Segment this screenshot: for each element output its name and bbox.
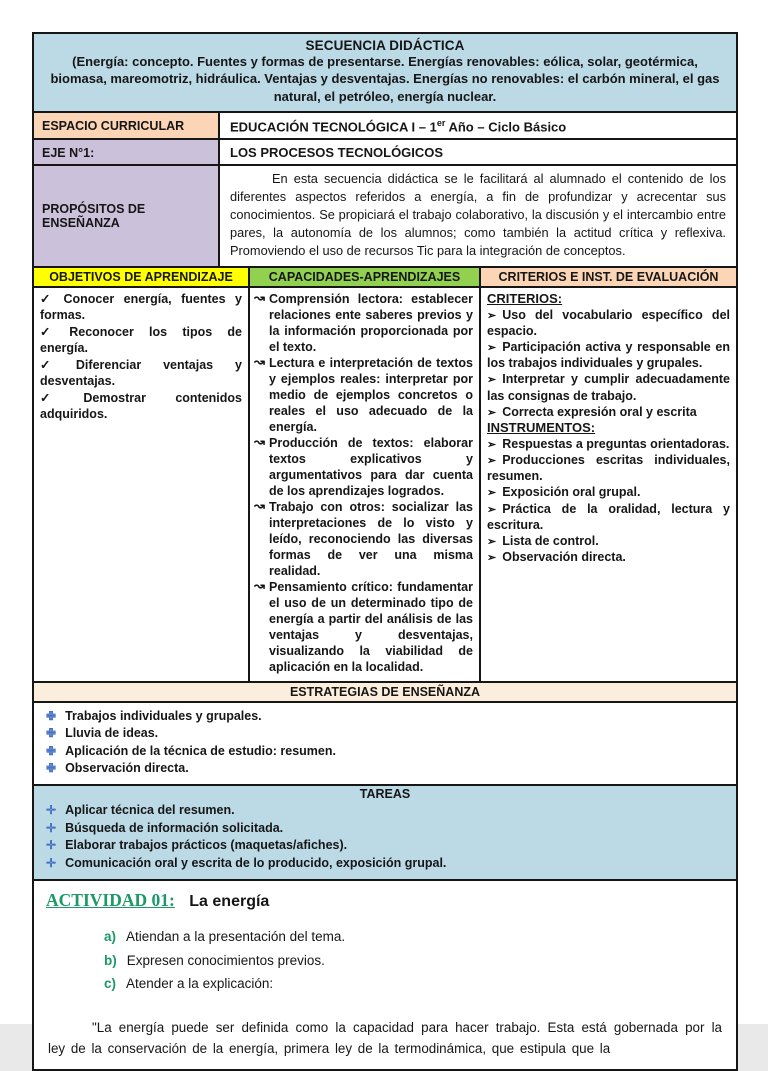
step-text: Atender a la explicación: [126, 975, 274, 991]
scribble-arrow-icon: ↝ [254, 577, 265, 593]
arrowhead-icon: ➢ [487, 535, 497, 548]
arrowhead-icon: ➢ [487, 439, 497, 452]
arrowhead-icon: ➢ [487, 310, 497, 323]
criterios-heading: CRITERIOS: [487, 290, 563, 306]
list-item [487, 452, 730, 484]
actividad-title-row [46, 890, 724, 911]
list-item [487, 501, 730, 533]
eje-label: EJE N°1: [34, 140, 220, 164]
list-item [42, 743, 728, 760]
actividad-title: La energía [189, 893, 270, 911]
tareas-section [34, 786, 736, 881]
list-item [40, 390, 242, 422]
energy-definition-quote: "La energía puede ser definida como la capacidad para hacer trabajo. Esta está gobernada por la ley de la conservación de la energía, primera ley de la termodinámica, que estipula que la [48, 1020, 722, 1057]
didactic-sequence-table [32, 32, 738, 1071]
document-header [34, 34, 736, 113]
capacidad-text: fundamentar el uso de un determinado tipo de energía a partir del análisis de las ventajas y desventajas, visualizando la viabilidad de aplicación en la localidad. [269, 579, 473, 674]
step-letter: b) [104, 952, 117, 968]
tareas-header: TAREAS [359, 787, 411, 802]
tarea-text: Elaborar trabajos prácticos (maquetas/afiches). [65, 838, 348, 853]
cross-bullet-icon: ✛ [46, 855, 57, 870]
list-item [42, 855, 728, 872]
criterio-text: Participación activa y responsable en los trabajos individuales y grupales. [487, 340, 730, 371]
instrumento-text: Observación directa. [502, 549, 626, 564]
cross-bullet-icon: ✛ [46, 803, 57, 818]
check-icon: ✓ [40, 324, 63, 339]
list-item [256, 499, 473, 579]
list-item [256, 291, 473, 355]
columns-content-row [34, 288, 736, 683]
arrowhead-icon: ➢ [487, 342, 497, 355]
list-item [42, 820, 728, 837]
cross-bullet-icon: ✛ [46, 838, 57, 853]
list-item [40, 291, 242, 323]
list-item [256, 579, 473, 675]
criterio-text: Interpretar y cumplir adecuadamente las consignas de trabajo. [487, 372, 730, 403]
list-item [487, 484, 730, 500]
scribble-arrow-icon: ↝ [254, 289, 265, 305]
step-letter: a) [104, 929, 117, 945]
estrategia-text: Trabajos individuales y grupales. [65, 708, 262, 723]
value-text: EDUCACIÓN TECNOLÓGICA I – 1 [230, 119, 437, 135]
cross-bullet-icon: ✙ [46, 761, 57, 776]
estrategias-header: ESTRATEGIAS DE ENSEÑANZA [34, 683, 736, 703]
table-row [34, 113, 736, 140]
page-subtitle: (Energía: concepto. Fuentes y formas de presentarse. Energías renovables: eólica, solar, geotérmica, biomasa, mareomotriz, hidráulica. Ventajas y desventajas. Energías no renovables: el carbón mineral, el gas natural, el petróleo, energía nuclear. [50, 54, 720, 104]
capacidad-label: Producción de textos: [269, 435, 414, 450]
list-item [42, 760, 728, 777]
scribble-arrow-icon: ↝ [254, 433, 265, 449]
capacidades-column [250, 288, 481, 681]
list-item [487, 371, 730, 403]
list-item [487, 436, 730, 452]
table-row [34, 140, 736, 166]
ordinal-superscript: er [436, 117, 446, 128]
cross-bullet-icon: ✙ [46, 726, 57, 741]
column-header-criterios: CRITERIOS E INST. DE EVALUACIÓN [481, 268, 736, 286]
objetivo-text: Demostrar contenidos adquiridos. [40, 390, 242, 421]
check-icon: ✓ [40, 390, 77, 405]
arrowhead-icon: ➢ [487, 374, 497, 387]
capacidad-label: Trabajo con otros: [269, 499, 385, 514]
list-item [487, 549, 730, 565]
cross-bullet-icon: ✛ [46, 820, 57, 835]
criterios-column [481, 288, 736, 681]
estrategias-list [34, 703, 736, 786]
instrumento-text: Respuestas a preguntas orientadoras. [502, 437, 730, 452]
arrowhead-icon: ➢ [487, 455, 497, 468]
table-row [34, 166, 736, 268]
estrategia-text: Observación directa. [65, 761, 189, 776]
list-item [487, 307, 730, 339]
objetivo-text: Diferenciar ventajas y desventajas. [40, 357, 242, 388]
list-item [487, 339, 730, 371]
list-item [256, 435, 473, 499]
cross-bullet-icon: ✙ [46, 743, 57, 758]
list-item [40, 324, 242, 356]
actividad-label: ACTIVIDAD 01: [46, 890, 175, 911]
espacio-curricular-value [220, 113, 736, 138]
actividad-steps [104, 925, 724, 995]
check-icon: ✓ [40, 357, 69, 372]
capacidad-text: elaborar textos explicativos y argumentativos para dar cuenta de los aprendizajes logrados. [269, 435, 473, 498]
arrowhead-icon: ➢ [487, 551, 497, 564]
list-item [256, 355, 473, 435]
estrategia-text: Aplicación de la técnica de estudio: resumen. [65, 743, 336, 758]
capacidad-label: Lectura e interpretación de textos y ejemplos reales: [269, 355, 473, 386]
list-item [42, 802, 728, 819]
step-text: Atiendan a la presentación del tema. [126, 929, 346, 945]
list-item [42, 725, 728, 742]
tarea-text: Aplicar técnica del resumen. [65, 803, 235, 818]
column-headers-row [34, 268, 736, 288]
step-text: Expresen conocimientos previos. [126, 952, 325, 968]
step-letter: c) [104, 975, 117, 991]
objetivos-column [34, 288, 250, 681]
list-item [487, 533, 730, 549]
list-item [42, 837, 728, 854]
page-title: SECUENCIA DIDÁCTICA [305, 38, 465, 53]
scribble-arrow-icon: ↝ [254, 497, 265, 513]
arrowhead-icon: ➢ [487, 487, 497, 500]
instrumento-text: Práctica de la oralidad, lectura y escritura. [487, 501, 730, 532]
instrumento-text: Lista de control. [502, 533, 599, 548]
propositos-text: En esta secuencia didáctica se le facilitará al alumnado el contenido de los diferentes aspectos referidos a energía, a fin de profundizar y acrecentar sus conocimientos. Se propiciará el trabajo colaborativo, la discusión y el intercambio entre pares, la autonomía de los alumnos; como también la actitud crítica y reflexiva. Promoviendo el uso de recursos Tic para la integración de conceptos. [230, 171, 726, 258]
list-item [104, 925, 724, 948]
list-item [42, 708, 728, 725]
arrowhead-icon: ➢ [487, 406, 497, 419]
actividad-section [34, 881, 736, 1069]
criterio-text: Uso del vocabulario específico del espacio. [487, 308, 730, 339]
scribble-arrow-icon: ↝ [254, 353, 265, 369]
column-header-objetivos: OBJETIVOS DE APRENDIZAJE [34, 268, 250, 286]
objetivo-text: Conocer energía, fuentes y formas. [40, 291, 242, 322]
list-item [487, 404, 730, 420]
cross-bullet-icon: ✙ [46, 708, 57, 723]
arrowhead-icon: ➢ [487, 503, 497, 516]
value-text: Año – Ciclo Básico [445, 119, 567, 135]
estrategia-text: Lluvia de ideas. [65, 726, 159, 741]
propositos-label: PROPÓSITOS DE ENSEÑANZA [34, 166, 220, 266]
capacidad-text: socializar las interpretaciones de lo visto y leído, reconociendo las diversas formas de ver una misma realidad. [269, 499, 473, 578]
capacidad-text: interpretar por medio de ejemplos concretos o reales el uso adecuado de la energía. [269, 371, 473, 434]
instrumento-text: Exposición oral grupal. [502, 485, 641, 500]
instrumento-text: Producciones escritas individuales, resumen. [487, 453, 730, 484]
eje-value: LOS PROCESOS TECNOLÓGICOS [230, 145, 444, 161]
capacidad-text: establecer relaciones ente saberes previos y la información proporcionada por el texto. [269, 291, 473, 354]
instrumentos-heading: INSTRUMENTOS: [487, 419, 596, 435]
check-icon: ✓ [40, 291, 57, 306]
espacio-curricular-label: ESPACIO CURRICULAR [34, 113, 220, 138]
capacidad-label: Comprensión lectora: [269, 291, 403, 306]
objetivo-text: Reconocer los tipos de energía. [40, 324, 243, 355]
list-item [104, 972, 724, 995]
list-item [104, 949, 724, 972]
list-item [40, 357, 242, 389]
tarea-text: Comunicación oral y escrita de lo producido, exposición grupal. [65, 855, 447, 870]
column-header-capacidades: CAPACIDADES-APRENDIZAJES [250, 268, 481, 286]
capacidad-label: Pensamiento crítico: [269, 579, 393, 594]
tarea-text: Búsqueda de información solicitada. [65, 820, 284, 835]
criterio-text: Correcta expresión oral y escrita [502, 404, 697, 419]
